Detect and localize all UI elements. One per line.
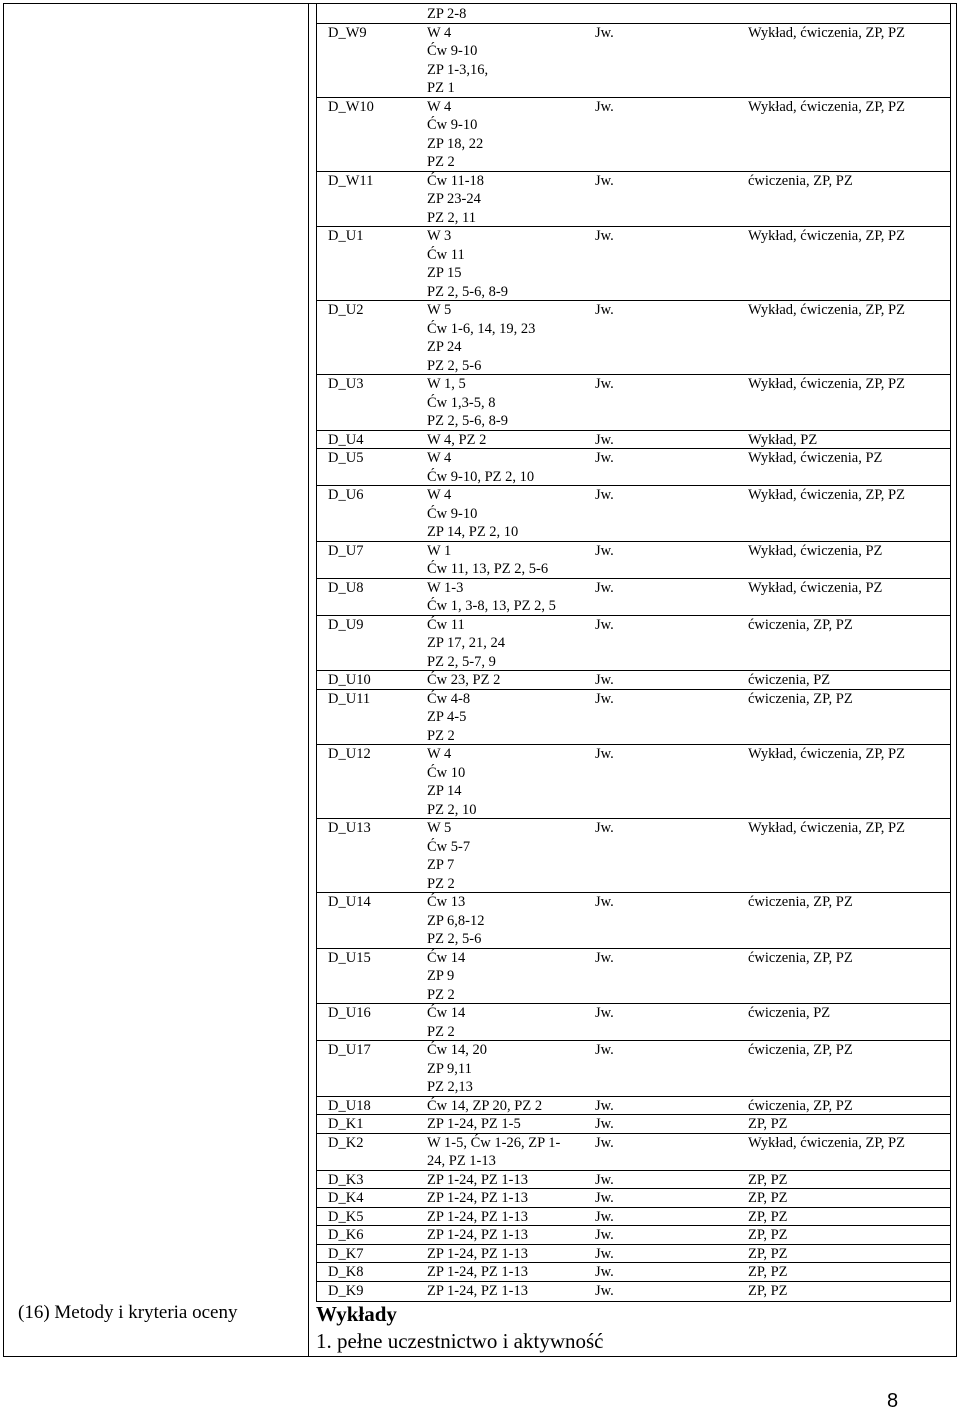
reference-line: Ćw 9-10 xyxy=(427,505,478,522)
table-row xyxy=(316,486,951,542)
section-label: (16) Metody i kryteria oceny xyxy=(18,1302,238,1323)
table-row xyxy=(316,172,951,228)
effect-code: D_U14 xyxy=(328,894,371,910)
class-form-cell: Wykład, ćwiczenia, ZP, PZ xyxy=(748,98,905,115)
class-form-cell: ćwiczenia, PZ xyxy=(748,672,831,688)
class-form-cell: ćwiczenia, ZP, PZ xyxy=(748,616,853,633)
table-row xyxy=(316,1115,951,1134)
effect-code: D_U12 xyxy=(328,746,371,762)
table-row xyxy=(316,1097,951,1116)
reference-line: PZ 2, 5-6, 8-9 xyxy=(427,283,508,300)
reference-line: Ćw 1,3-5, 8 xyxy=(427,394,496,411)
table-row xyxy=(316,1189,951,1208)
method-cell: Jw. xyxy=(595,1134,614,1151)
reference-line: PZ 2 xyxy=(427,727,455,744)
page-number: 8 xyxy=(887,1390,899,1412)
class-form-cell: ćwiczenia, ZP, PZ xyxy=(748,1097,853,1114)
reference-line: Ćw 4-8 xyxy=(427,690,471,707)
class-form-cell: ćwiczenia, PZ xyxy=(748,1005,831,1021)
reference-line: Ćw 23, PZ 2 xyxy=(427,672,501,688)
class-form-cell: ZP, PZ xyxy=(748,1190,788,1206)
class-form-cell: Wykład, ćwiczenia, ZP, PZ xyxy=(748,228,905,244)
effect-code: D_U1 xyxy=(328,228,364,244)
method-cell: Jw. xyxy=(595,542,614,559)
reference-line: PZ 2,13 xyxy=(427,1079,473,1095)
effect-code: D_U8 xyxy=(328,579,364,596)
class-form-cell: ćwiczenia, ZP, PZ xyxy=(748,949,853,966)
table-row xyxy=(316,542,951,579)
method-cell: Jw. xyxy=(595,487,614,503)
class-form-cell: Wykład, ćwiczenia, ZP, PZ xyxy=(748,487,905,503)
reference-line: ZP 4-5 xyxy=(427,709,467,725)
class-form-cell: ćwiczenia, ZP, PZ xyxy=(748,894,853,910)
content-references xyxy=(427,172,484,228)
reference-line: PZ 2 xyxy=(427,154,455,170)
method-cell: Jw. xyxy=(595,228,614,244)
reference-line: ZP 1-24, PZ 1-13 xyxy=(427,1282,528,1299)
method-cell: Jw. xyxy=(595,1227,614,1243)
content-references xyxy=(427,227,508,301)
reference-line: W 5 xyxy=(427,302,452,318)
content-references xyxy=(427,893,484,949)
content-references xyxy=(427,1208,528,1227)
content-references xyxy=(427,486,518,542)
table-row xyxy=(316,1041,951,1097)
content-references xyxy=(427,1134,560,1171)
class-form-cell: Wykład, ćwiczenia, PZ xyxy=(748,579,883,596)
reference-line: Ćw 5-7 xyxy=(427,838,471,855)
effect-code: D_U10 xyxy=(328,672,371,688)
content-references xyxy=(427,1263,528,1282)
reference-line: Ćw 14, ZP 20, PZ 2 xyxy=(427,1097,543,1114)
content-references xyxy=(427,542,548,579)
effect-code: D_U5 xyxy=(328,450,364,466)
reference-line: PZ 2, 10 xyxy=(427,801,477,818)
content-references xyxy=(427,1245,528,1264)
reference-line: PZ 2 xyxy=(427,986,455,1003)
table-row xyxy=(316,819,951,893)
content-references xyxy=(427,819,470,893)
reference-line: W 4 xyxy=(427,746,452,762)
content-references xyxy=(427,579,556,616)
method-cell: Jw. xyxy=(595,1171,614,1188)
method-cell: Jw. xyxy=(595,746,614,762)
method-cell: Jw. xyxy=(595,1282,614,1299)
effect-code: D_U7 xyxy=(328,542,364,559)
effect-code: D_K9 xyxy=(328,1282,364,1299)
effect-code: D_K2 xyxy=(328,1134,364,1151)
reference-line: ZP 1-3,16, xyxy=(427,61,489,78)
effect-code: D_U9 xyxy=(328,616,364,633)
table-row xyxy=(316,449,951,486)
content-references xyxy=(427,375,508,431)
reference-line: Ćw 1-6, 14, 19, 23 xyxy=(427,320,536,337)
class-form-cell: ćwiczenia, ZP, PZ xyxy=(748,172,853,189)
table-row xyxy=(316,24,951,98)
reference-line: W 5 xyxy=(427,820,452,836)
effect-code: D_U15 xyxy=(328,949,371,966)
class-form-cell: Wykład, ćwiczenia, ZP, PZ xyxy=(748,746,905,762)
method-cell: Jw. xyxy=(595,690,614,707)
class-form-cell: ZP, PZ xyxy=(748,1264,788,1280)
effect-code: D_U16 xyxy=(328,1005,371,1021)
reference-line: ZP 23-24 xyxy=(427,191,481,207)
reference-line: Ćw 11-18 xyxy=(427,172,485,189)
class-form-cell: Wykład, ćwiczenia, PZ xyxy=(748,542,883,559)
method-cell: Jw. xyxy=(595,1245,614,1262)
method-cell: Jw. xyxy=(595,949,614,966)
effect-code: D_U4 xyxy=(328,431,364,448)
content-references xyxy=(427,1282,528,1301)
content-references xyxy=(427,1041,487,1097)
effect-code: D_W11 xyxy=(328,172,374,189)
table-row xyxy=(316,98,951,172)
table-row xyxy=(316,375,951,431)
table-row xyxy=(316,431,951,450)
reference-line: W 1-3 xyxy=(427,579,464,596)
content-references xyxy=(427,1097,542,1116)
reference-line: ZP 6,8-12 xyxy=(427,912,485,929)
reference-line: Ćw 14, 20 xyxy=(427,1042,488,1058)
class-form-cell: Wykład, ćwiczenia, ZP, PZ xyxy=(748,820,905,836)
reference-line: Ćw 11 xyxy=(427,616,465,633)
reference-line: W 1, 5 xyxy=(427,376,466,392)
table-row xyxy=(316,301,951,375)
content-references xyxy=(427,1004,465,1041)
table-row xyxy=(316,745,951,819)
reference-line: ZP 9 xyxy=(427,968,455,984)
method-cell: Jw. xyxy=(595,450,614,466)
reference-line: PZ 2, 11 xyxy=(427,209,477,226)
table-row xyxy=(316,893,951,949)
reference-line: W 1 xyxy=(427,542,452,559)
content-references xyxy=(427,671,500,690)
criterion-text: 1. pełne uczestnictwo i aktywność xyxy=(316,1329,604,1353)
method-cell: Jw. xyxy=(595,302,614,318)
class-form-cell: Wykład, ćwiczenia, ZP, PZ xyxy=(748,1134,905,1151)
effect-code: D_K4 xyxy=(328,1190,364,1206)
content-references xyxy=(427,301,535,375)
content-references xyxy=(427,745,477,819)
reference-line: PZ 2, 5-6 xyxy=(427,931,482,947)
table-row xyxy=(316,1282,951,1301)
reference-line: ZP 24 xyxy=(427,339,462,355)
class-form-cell: ZP, PZ xyxy=(748,1171,788,1188)
reference-line: PZ 1 xyxy=(427,80,455,96)
method-cell: Jw. xyxy=(595,672,614,688)
class-form-cell: ZP, PZ xyxy=(748,1208,788,1225)
reference-line: W 4 xyxy=(427,24,452,41)
class-form-cell: Wykład, PZ xyxy=(748,431,818,448)
reference-line: ZP 2-8 xyxy=(427,6,467,22)
reference-line: Ćw 10 xyxy=(427,764,466,781)
reference-line: W 4 xyxy=(427,487,452,503)
reference-line: ZP 18, 22 xyxy=(427,135,484,152)
effect-code: D_W10 xyxy=(328,98,374,115)
reference-line: ZP 15 xyxy=(427,265,462,281)
content-references xyxy=(427,5,466,24)
class-form-cell: ZP, PZ xyxy=(748,1227,788,1243)
content-references xyxy=(427,616,505,672)
reference-line: ZP 1-24, PZ 1-13 xyxy=(427,1208,528,1225)
section-heading: Wykłady xyxy=(316,1302,397,1326)
method-cell: Jw. xyxy=(595,1264,614,1280)
method-cell: Jw. xyxy=(595,579,614,596)
method-cell: Jw. xyxy=(595,1190,614,1206)
reference-line: Ćw 9-10, PZ 2, 10 xyxy=(427,468,535,485)
table-row xyxy=(316,671,951,690)
reference-line: Ćw 9-10 xyxy=(427,43,478,59)
method-cell: Jw. xyxy=(595,820,614,836)
table-row xyxy=(316,1004,951,1041)
effect-code: D_U11 xyxy=(328,690,371,707)
method-cell: Jw. xyxy=(595,1042,614,1058)
content-references xyxy=(427,98,483,172)
method-cell: Jw. xyxy=(595,1097,614,1114)
class-form-cell: Wykład, ćwiczenia, ZP, PZ xyxy=(748,302,905,318)
table-row xyxy=(316,579,951,616)
class-form-cell: Wykład, ćwiczenia, ZP, PZ xyxy=(748,376,905,392)
reference-line: ZP 1-24, PZ 1-13 xyxy=(427,1171,528,1188)
class-form-cell: ZP, PZ xyxy=(748,1282,788,1299)
reference-line: Ćw 11, 13, PZ 2, 5-6 xyxy=(427,561,549,577)
reference-line: ZP 1-24, PZ 1-13 xyxy=(427,1264,528,1280)
reference-line: Ćw 14 xyxy=(427,949,466,966)
method-cell: Jw. xyxy=(595,1116,614,1132)
table-row xyxy=(316,949,951,1005)
content-references xyxy=(427,1189,528,1208)
class-form-cell: Wykład, ćwiczenia, ZP, PZ xyxy=(748,24,905,41)
content-references xyxy=(427,449,534,486)
content-references xyxy=(427,1226,528,1245)
effect-code: D_W9 xyxy=(328,24,367,41)
method-cell: Jw. xyxy=(595,431,614,448)
class-form-cell: ćwiczenia, ZP, PZ xyxy=(748,1042,853,1058)
reference-line: ZP 14 xyxy=(427,783,462,799)
effect-code: D_U13 xyxy=(328,820,371,836)
effect-code: D_K1 xyxy=(328,1116,364,1132)
left-column xyxy=(3,3,309,1357)
class-form-cell: Wykład, ćwiczenia, PZ xyxy=(748,450,883,466)
content-references xyxy=(427,431,486,450)
method-cell: Jw. xyxy=(595,172,614,189)
reference-line: ZP 1-24, PZ 1-13 xyxy=(427,1190,528,1206)
reference-line: Ćw 13 xyxy=(427,894,466,910)
effect-code: D_U18 xyxy=(328,1097,371,1114)
reference-line: PZ 2 xyxy=(427,1023,455,1040)
effect-code: D_K3 xyxy=(328,1171,364,1188)
reference-line: 24, PZ 1-13 xyxy=(427,1153,496,1169)
table-row xyxy=(316,1245,951,1264)
reference-line: W 3 xyxy=(427,228,452,244)
method-cell: Jw. xyxy=(595,1005,614,1021)
reference-line: ZP 1-24, PZ 1-13 xyxy=(427,1245,528,1262)
table-row xyxy=(316,5,951,24)
reference-line: PZ 2, 5-6, 8-9 xyxy=(427,413,508,429)
method-cell: Jw. xyxy=(595,98,614,115)
content-references xyxy=(427,690,470,746)
reference-line: Ćw 11 xyxy=(427,246,465,263)
reference-line: W 4, PZ 2 xyxy=(427,431,487,448)
effect-code: D_U3 xyxy=(328,376,364,392)
method-cell: Jw. xyxy=(595,1208,614,1225)
table-row xyxy=(316,1263,951,1282)
reference-line: Ćw 14 xyxy=(427,1005,466,1021)
method-cell: Jw. xyxy=(595,24,614,41)
method-cell: Jw. xyxy=(595,616,614,633)
class-form-cell: ZP, PZ xyxy=(748,1116,788,1132)
effect-code: D_K8 xyxy=(328,1264,364,1280)
reference-line: ZP 1-24, PZ 1-13 xyxy=(427,1227,528,1243)
table-row xyxy=(316,616,951,672)
effect-code: D_U6 xyxy=(328,487,364,503)
reference-line: PZ 2, 5-7, 9 xyxy=(427,653,496,670)
reference-line: ZP 1-24, PZ 1-5 xyxy=(427,1116,521,1132)
content-references xyxy=(427,1171,528,1190)
effect-code: D_K7 xyxy=(328,1245,364,1262)
effect-code: D_U2 xyxy=(328,302,364,318)
effect-code: D_K5 xyxy=(328,1208,364,1225)
reference-line: ZP 17, 21, 24 xyxy=(427,635,506,651)
reference-line: PZ 2, 5-6 xyxy=(427,357,482,374)
reference-line: W 1-5, Ćw 1-26, ZP 1- xyxy=(427,1134,561,1151)
table-row xyxy=(316,1171,951,1190)
content-references xyxy=(427,949,465,1005)
reference-line: ZP 9,11 xyxy=(427,1060,472,1077)
table-row xyxy=(316,690,951,746)
reference-line: W 4 xyxy=(427,450,452,466)
effect-code: D_U17 xyxy=(328,1042,371,1058)
content-references xyxy=(427,24,488,98)
table-row xyxy=(316,1226,951,1245)
class-form-cell: ZP, PZ xyxy=(748,1245,788,1262)
reference-line: Ćw 1, 3-8, 13, PZ 2, 5 xyxy=(427,598,556,614)
reference-line: W 4 xyxy=(427,98,452,115)
reference-line: Ćw 9-10 xyxy=(427,117,478,133)
reference-line: ZP 7 xyxy=(427,857,455,873)
reference-line: PZ 2 xyxy=(427,875,455,892)
table-row xyxy=(316,227,951,301)
effect-code: D_K6 xyxy=(328,1227,364,1243)
table-row xyxy=(316,1134,951,1171)
content-references xyxy=(427,1115,521,1134)
table-row xyxy=(316,1208,951,1227)
method-cell: Jw. xyxy=(595,376,614,392)
class-form-cell: ćwiczenia, ZP, PZ xyxy=(748,690,853,707)
reference-line: ZP 14, PZ 2, 10 xyxy=(427,524,519,540)
method-cell: Jw. xyxy=(595,894,614,910)
